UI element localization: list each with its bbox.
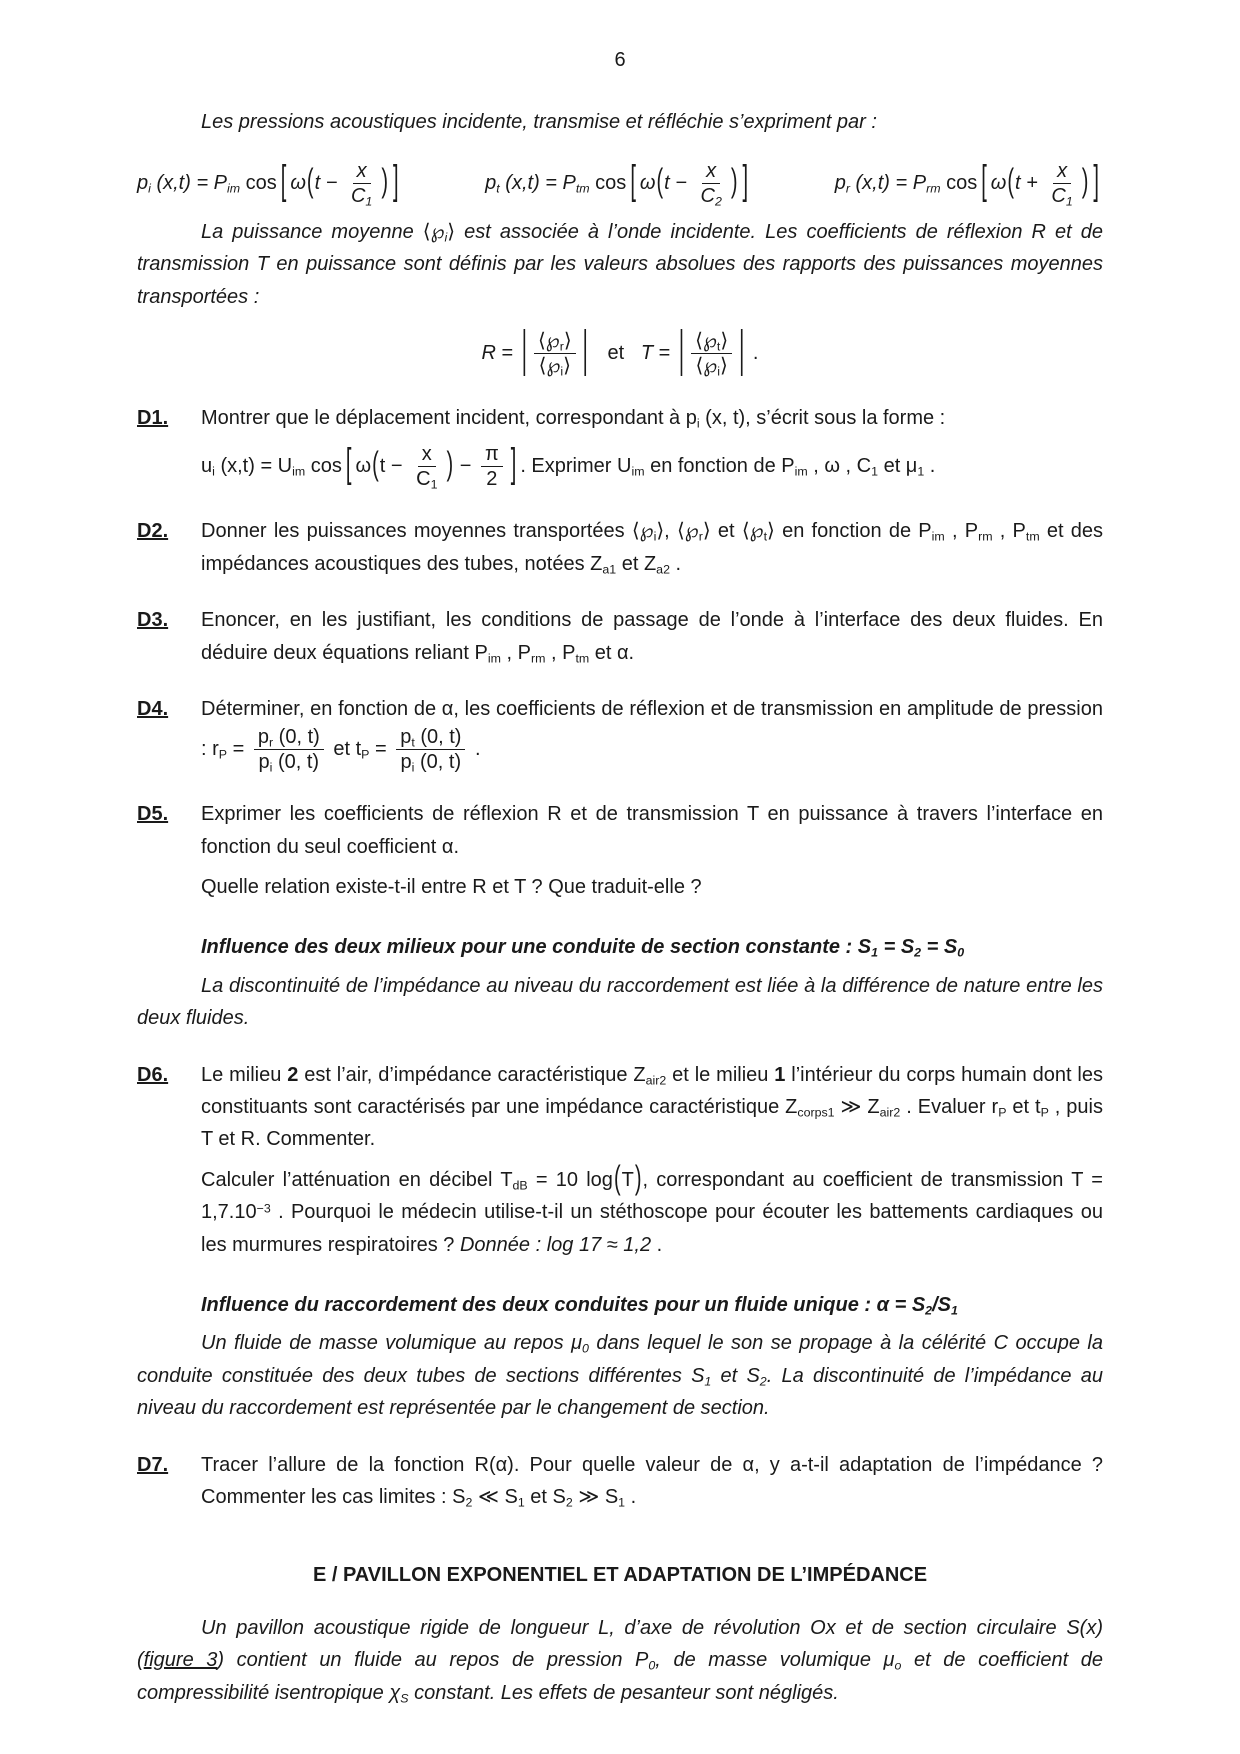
question-D7 bbox=[137, 1449, 1103, 1514]
question-D3-label: D3. bbox=[137, 609, 169, 632]
question-D1 bbox=[137, 402, 1103, 491]
formula-R-T-definition: R = | $\frac{⟨℘_r⟩}{⟨℘_i⟩}$ | et T = | $\frac{⟨℘_t⟩}{⟨℘_i⟩}$ | . bbox=[481, 322, 759, 379]
question-D2-body bbox=[201, 515, 1103, 580]
question-D6-text-2: Calculer l’atténuation en décibel $T_{dB} = 10$ log(T), correspondant au coefficient de transmission $T = 1,7.10^{-3}$ . Pourquoi le médecin utilise-t-il un stéthoscope pour écouter les battements cardiaques ou les murmures respiratoires ? Donnée : log 17 ≈ 1,2 . bbox=[201, 1160, 1103, 1256]
power-paragraph: La puissance moyenne $⟨℘_i⟩$ est associée à l’onde incidente. Les coefficients de réflexion R et de transmission T en puissance sont définis par les valeurs absolues des rapports des puissances moyennes transportées : bbox=[137, 220, 1103, 308]
formula-transmitted-pressure: $p_t$ $(x,t) = P_{tm}$ cos [ ω(t − $\frac{x}{C_2}$ ) ] bbox=[485, 158, 749, 209]
heading-influence-raccordement: Influence du raccordement des deux conduites pour un fluide unique : $\alpha = S_2/S_1$ bbox=[201, 1293, 958, 1318]
paragraph-pavillon: Un pavillon acoustique rigide de longueur L, d’axe de révolution Ox et de section circulaire S(x) (figure 3) contient un fluide au repos de pression $P_0$, de masse volumique $\mu_o$ et de coefficient de compressibilité isentropique $\chi_S$ constant. Les effets de pesanteur sont négligés. bbox=[137, 1616, 1103, 1705]
question-D4-label: D4. bbox=[137, 697, 169, 720]
question-D2-label: D2. bbox=[137, 520, 169, 543]
question-D1-text: Montrer que le déplacement incident, correspondant à $p_i$ (x, t), s’écrit sous la forme : bbox=[201, 406, 946, 431]
question-D4-text: Déterminer, en fonction de α, les coefficients de réflexion et de transmission en amplitude de pression : $r_P$ = $\frac{p_r (0, t)}{p_i (0, t)}$ et $t_P$ = $\frac{p_t (0, t)}{p_i (0, t)}$ . bbox=[201, 697, 1103, 775]
paragraph-influence-milieux: La discontinuité de l’impédance au niveau du raccordement est liée à la différence de nature entre les deux fluides. bbox=[137, 974, 1103, 1030]
formula-reflected-pressure: $p_r$ $(x,t) = P_{rm}$ cos [ ω(t + $\frac{x}{C_1}$ ) ] bbox=[834, 158, 1099, 209]
question-D5 bbox=[137, 798, 1103, 903]
question-D5-text-2: Quelle relation existe-t-il entre R et T ? Que traduit-elle ? bbox=[201, 876, 702, 899]
heading-section-E: E / PAVILLON EXPONENTIEL ET ADAPTATION DE L’IMPÉDANCE bbox=[312, 1564, 928, 1587]
question-D6-label: D6. bbox=[137, 1063, 169, 1086]
heading-influence-milieux: Influence des deux milieux pour une conduite de section constante : $S_1 = S_2 = S_0$ bbox=[201, 936, 965, 960]
question-D6-body bbox=[201, 1059, 1103, 1261]
paragraph-influence-raccordement: Un fluide de masse volumique au repos $\mu_0$ dans lequel le son se propage à la célérité C occupe la conduite constituée des deux tubes de sections différentes $S_1$ et $S_2$. La discontinuité de l’impédance au niveau du raccordement est représentée par le changement de section. bbox=[137, 1332, 1103, 1420]
question-D7-label: D7. bbox=[137, 1453, 169, 1476]
question-D3-text: Enoncer, en les justifiant, les conditions de passage de l’onde à l’interface des deux fluides. En déduire deux équations reliant $P_{im}$ , $P_{rm}$ , $P_{tm}$ et α. bbox=[201, 609, 1103, 665]
question-D3-body bbox=[201, 604, 1103, 669]
question-D3 bbox=[137, 604, 1103, 669]
question-D1-body bbox=[201, 402, 1103, 491]
question-D4 bbox=[137, 693, 1103, 774]
question-D1-formula: $u_i$ $(x,t) = U_{im}$ cos [ ω(t − $\frac{x}{C_1}$ ) − $\frac{\pi}{2}$ ] . Exprimer $U_{im}$ en fonction de $P_{im}$ , ω , $C_1$ et $\mu_1$ . bbox=[201, 441, 936, 492]
pressure-formulas-row bbox=[137, 159, 1103, 208]
intro-paragraph: Les pressions acoustiques incidente, transmise et réfléchie s’expriment par : bbox=[201, 111, 877, 134]
question-D2 bbox=[137, 515, 1103, 580]
question-D4-body bbox=[201, 693, 1103, 774]
question-D6-text-1: Le milieu 2 est l’air, d’impédance caractéristique $Z_{air2}$ et le milieu 1 l’intérieur du corps humain dont les constituants sont caractérisés par une impédance caractéristique $Z_{corps1}$ ≫ $Z_{air2}$ . Evaluer $r_P$ et $t_P$ , puis T et R. Commenter. bbox=[201, 1063, 1103, 1151]
page-number: 6 bbox=[614, 49, 626, 71]
question-D1-label: D1. bbox=[137, 406, 169, 429]
question-D7-body bbox=[201, 1449, 1103, 1514]
question-D5-body bbox=[201, 798, 1103, 903]
question-D7-text: Tracer l’allure de la fonction R(α). Pour quelle valeur de α, y a-t-il adaptation de l’impédance ? Commenter les cas limites : $S_2$ ≪ $S_1$ et $S_2$ ≫ $S_1$ . bbox=[201, 1453, 1103, 1510]
question-D6 bbox=[137, 1059, 1103, 1261]
question-D5-text-1: Exprimer les coefficients de réflexion R et de transmission T en puissance à travers l’interface en fonction du seul coefficient α. bbox=[201, 803, 1103, 858]
question-D2-text: Donner les puissances moyennes transportées $⟨℘_i⟩$, $⟨℘_r⟩$ et $⟨℘_t⟩$ en fonction de $P_{im}$ , $P_{rm}$ , $P_{tm}$ et des impédances acoustiques des tubes, notées $Z_{a1}$ et $Z_{a2}$ . bbox=[201, 520, 1104, 577]
question-D5-label: D5. bbox=[137, 803, 169, 826]
formula-incident-pressure: $p_i$ $(x,t) = P_{im}$ cos [ ω(t − $\frac{x}{C_1}$ ) ] bbox=[137, 158, 399, 209]
